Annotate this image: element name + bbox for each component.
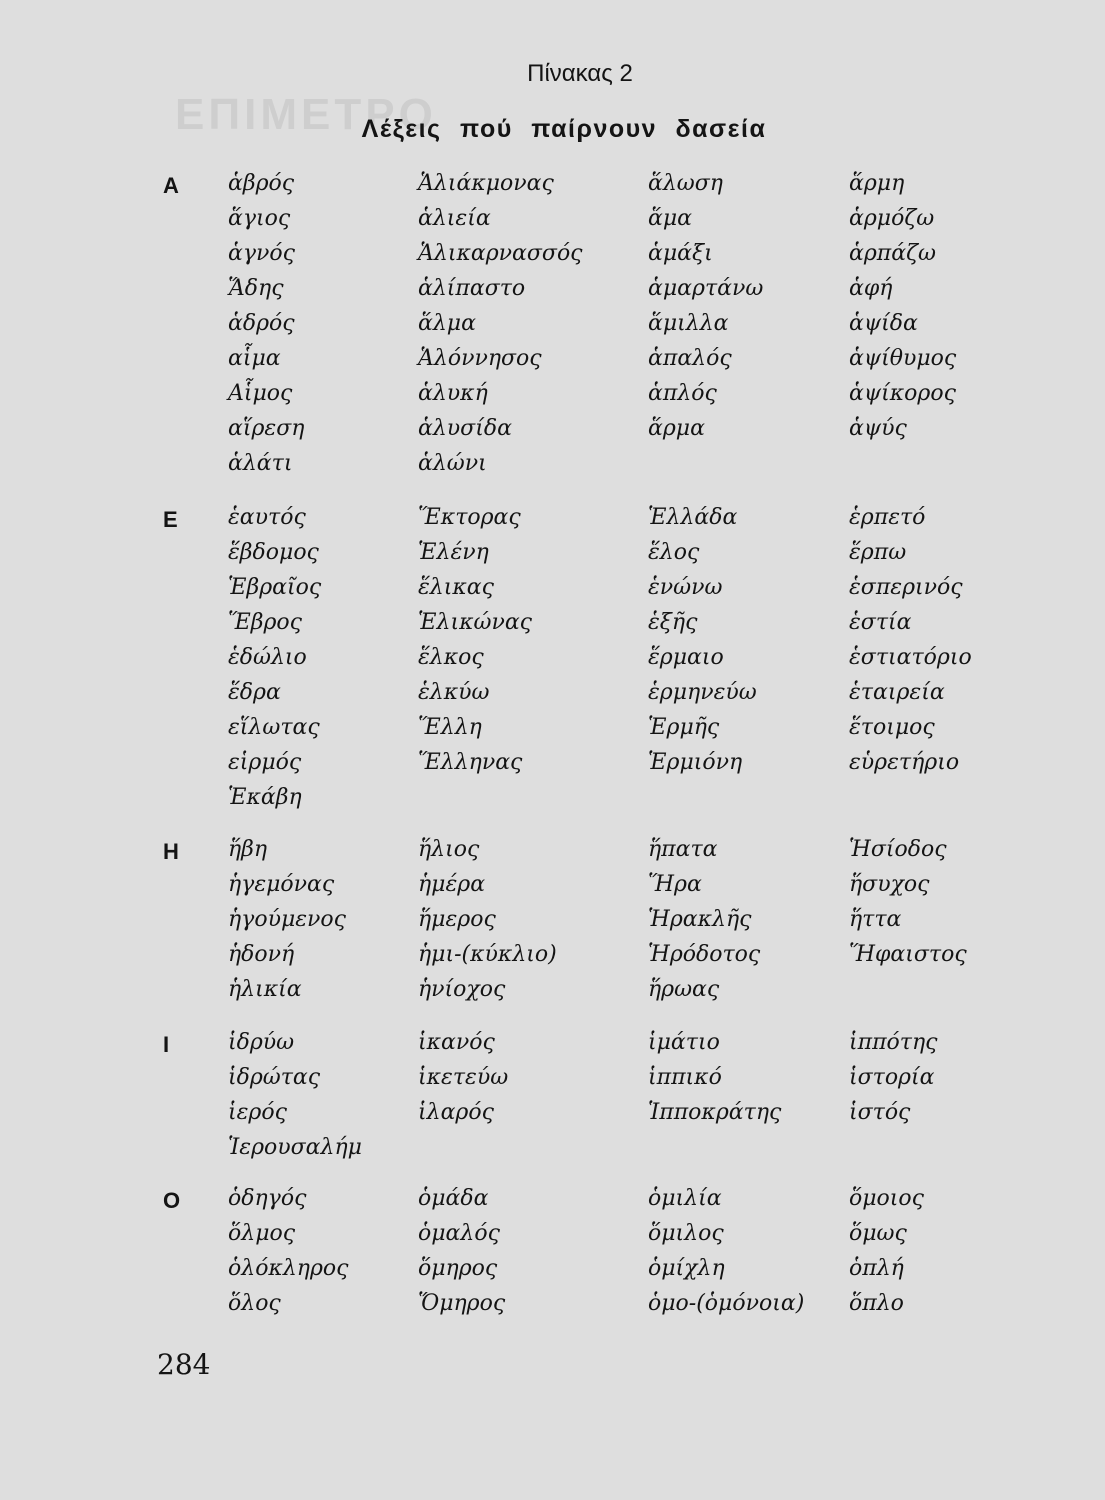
word-entry: ἅρμη bbox=[849, 171, 905, 196]
word-entry: ὅμως bbox=[849, 1221, 907, 1246]
word-entry: Ἕκτορας bbox=[418, 505, 521, 530]
word-entry: ἁδρός bbox=[228, 311, 295, 336]
word-entry: Ἕβρος bbox=[228, 610, 302, 635]
word-entry: ἱππότης bbox=[849, 1030, 938, 1055]
word-entry: εἵλωτας bbox=[228, 715, 320, 740]
word-entry: ἁλυσίδα bbox=[418, 416, 512, 441]
word-entry: ἑστία bbox=[849, 610, 912, 635]
word-entry: ἑνώνω bbox=[648, 575, 723, 600]
word-entry: ἅμιλλα bbox=[648, 311, 729, 336]
word-entry: ἁψίθυμος bbox=[849, 346, 957, 371]
word-entry: Αἷμος bbox=[228, 381, 293, 406]
word-entry: ἁπλός bbox=[648, 381, 717, 406]
word-entry: ἡμέρα bbox=[418, 872, 486, 897]
word-entry: ἁβρός bbox=[228, 171, 295, 196]
word-entry: ἕλος bbox=[648, 540, 700, 565]
word-entry: ἑρπετό bbox=[849, 505, 926, 530]
word-entry: ἁλιεία bbox=[418, 206, 491, 231]
word-entry: Ἥρα bbox=[648, 872, 702, 897]
word-entry: ἁγνός bbox=[228, 241, 295, 266]
word-entry: εἱρμός bbox=[228, 750, 302, 775]
word-entry: Ἑρμῆς bbox=[648, 715, 720, 740]
word-entry: Ἅδης bbox=[228, 276, 284, 301]
word-entry: ἑαυτός bbox=[228, 505, 306, 530]
word-entry: εὑρετήριο bbox=[849, 750, 960, 775]
word-entry: Ἑλένη bbox=[418, 540, 489, 565]
word-entry: Ἑλλάδα bbox=[648, 505, 738, 530]
word-entry: ἡδονή bbox=[228, 942, 295, 967]
word-entry: ἁψύς bbox=[849, 416, 907, 441]
word-entry: ἱστορία bbox=[849, 1065, 935, 1090]
word-entry: ἡγούμενος bbox=[228, 907, 346, 932]
word-entry: ὁμάδα bbox=[418, 1186, 489, 1211]
word-entry: ἕδρα bbox=[228, 680, 281, 705]
word-entry: ἁμάξι bbox=[648, 241, 713, 266]
word-entry: Ἕλλη bbox=[418, 715, 482, 740]
word-entry: ἁλώνι bbox=[418, 451, 487, 476]
word-entry: ἅλμα bbox=[418, 311, 476, 336]
word-entry: ἱδρώτας bbox=[228, 1065, 321, 1090]
word-entry: ὅμηρος bbox=[418, 1256, 498, 1281]
word-entry: ἱλαρός bbox=[418, 1100, 494, 1125]
section-letter: Η bbox=[163, 839, 179, 864]
word-entry: ἱδρύω bbox=[228, 1030, 295, 1055]
word-entry: Ὅμηρος bbox=[418, 1291, 506, 1316]
word-entry: αἷμα bbox=[228, 346, 281, 371]
word-entry: ἅγιος bbox=[228, 206, 291, 231]
table-label: Πίνακας 2 bbox=[527, 60, 633, 87]
word-entry: ἑρμηνεύω bbox=[648, 680, 757, 705]
word-entry: Ἑρμιόνη bbox=[648, 750, 743, 775]
bleed-through-text: ΕΠΙΜΕΤΡΟ bbox=[175, 90, 437, 139]
word-entry: ὁλόκληρος bbox=[228, 1256, 349, 1281]
word-entry: ὅμοιος bbox=[849, 1186, 924, 1211]
word-entry: Ἑκάβη bbox=[228, 785, 302, 810]
word-entry: ἁμαρτάνω bbox=[648, 276, 764, 301]
word-entry: ἥρωας bbox=[648, 977, 720, 1002]
word-entry: Ἁλικαρνασσός bbox=[418, 241, 583, 266]
word-entry: ὅμιλος bbox=[648, 1221, 724, 1246]
word-entry: ἡνίοχος bbox=[418, 977, 506, 1002]
word-entry: Ἱπποκράτης bbox=[648, 1100, 782, 1125]
word-entry: ἁψίδα bbox=[849, 311, 918, 336]
word-entry: ἑταιρεία bbox=[849, 680, 945, 705]
word-entry: ἁλυκή bbox=[418, 381, 488, 406]
word-entry: ἱμάτιο bbox=[648, 1030, 720, 1055]
word-entry: ἱκετεύω bbox=[418, 1065, 509, 1090]
word-entry: Ἡσίοδος bbox=[849, 837, 947, 862]
word-entry: Ἁλιάκμονας bbox=[418, 171, 554, 196]
word-entry: ὅπλο bbox=[849, 1291, 904, 1316]
word-entry: ἅρμα bbox=[648, 416, 705, 441]
word-entry: ἁφή bbox=[849, 276, 893, 301]
word-entry: ἱππικό bbox=[648, 1065, 722, 1090]
word-entry: Ἱερουσαλήμ bbox=[228, 1135, 362, 1160]
word-entry: ἡμι-(κύκλιο) bbox=[418, 942, 557, 967]
word-entry: ὁμαλός bbox=[418, 1221, 500, 1246]
word-entry: ἕλκος bbox=[418, 645, 484, 670]
page-number: 284 bbox=[157, 1348, 211, 1381]
word-entry: ἁπαλός bbox=[648, 346, 732, 371]
word-entry: ἕρπω bbox=[849, 540, 907, 565]
word-entry: Ἑλικώνας bbox=[418, 610, 532, 635]
word-entry: ἡγεμόνας bbox=[228, 872, 335, 897]
word-entry: ὁμίχλη bbox=[648, 1256, 725, 1281]
word-entry: ἁλάτι bbox=[228, 451, 293, 476]
word-entry: ἑδώλιο bbox=[228, 645, 307, 670]
word-entry: ἕτοιμος bbox=[849, 715, 935, 740]
word-entry: ἥσυχος bbox=[849, 872, 930, 897]
word-entry: ἥλιος bbox=[418, 837, 480, 862]
word-entry: ὁμιλία bbox=[648, 1186, 722, 1211]
word-entry: ὅλμος bbox=[228, 1221, 296, 1246]
word-entry: ὅλος bbox=[228, 1291, 281, 1316]
word-entry: ἥττα bbox=[849, 907, 902, 932]
section-letter: Α bbox=[163, 173, 179, 198]
word-entry: ἕλικας bbox=[418, 575, 494, 600]
word-entry: ὁδηγός bbox=[228, 1186, 307, 1211]
word-entry: Ἁλόννησος bbox=[418, 346, 542, 371]
word-entry: ἑστιατόριο bbox=[849, 645, 972, 670]
word-entry: ἕβδομος bbox=[228, 540, 319, 565]
word-entry: αἵρεση bbox=[228, 416, 305, 441]
word-entry: ἱκανός bbox=[418, 1030, 495, 1055]
word-entry: ἁλίπαστο bbox=[418, 276, 526, 301]
word-entry: ἱστός bbox=[849, 1100, 911, 1125]
word-entry: Ἑβραῖος bbox=[228, 575, 322, 600]
word-entry: ὁπλή bbox=[849, 1256, 904, 1281]
word-entry: ἅλωση bbox=[648, 171, 723, 196]
word-entry: ἁψίκορος bbox=[849, 381, 956, 406]
word-entry: ἱερός bbox=[228, 1100, 287, 1125]
word-entry: Ἡρόδοτος bbox=[648, 942, 761, 967]
word-entry: ἑλκύω bbox=[418, 680, 490, 705]
section-letter: Ι bbox=[163, 1032, 170, 1057]
word-entry: Ἡρακλῆς bbox=[648, 907, 752, 932]
word-entry: ἅμα bbox=[648, 206, 693, 231]
word-entry: Ἥφαιστος bbox=[849, 942, 967, 967]
word-entry: ἑσπερινός bbox=[849, 575, 963, 600]
word-entry: Ἕλληνας bbox=[418, 750, 523, 775]
word-entry: ἁρμόζω bbox=[849, 206, 935, 231]
word-entry: ἑξῆς bbox=[648, 610, 698, 635]
word-entry: ἁρπάζω bbox=[849, 241, 936, 266]
page-title: Λέξεις πού παίρνουν δασεία bbox=[361, 115, 767, 143]
section-letter: Ο bbox=[163, 1188, 181, 1213]
word-entry: ἥπατα bbox=[648, 837, 718, 862]
word-entry: ἡλικία bbox=[228, 977, 302, 1002]
section-letter: Ε bbox=[163, 507, 178, 532]
word-entry: ἥβη bbox=[228, 837, 268, 862]
word-entry: ὁμο-(ὁμόνοια) bbox=[648, 1291, 805, 1316]
word-entry: ἥμερος bbox=[418, 907, 496, 932]
word-entry: ἕρμαιο bbox=[648, 645, 724, 670]
